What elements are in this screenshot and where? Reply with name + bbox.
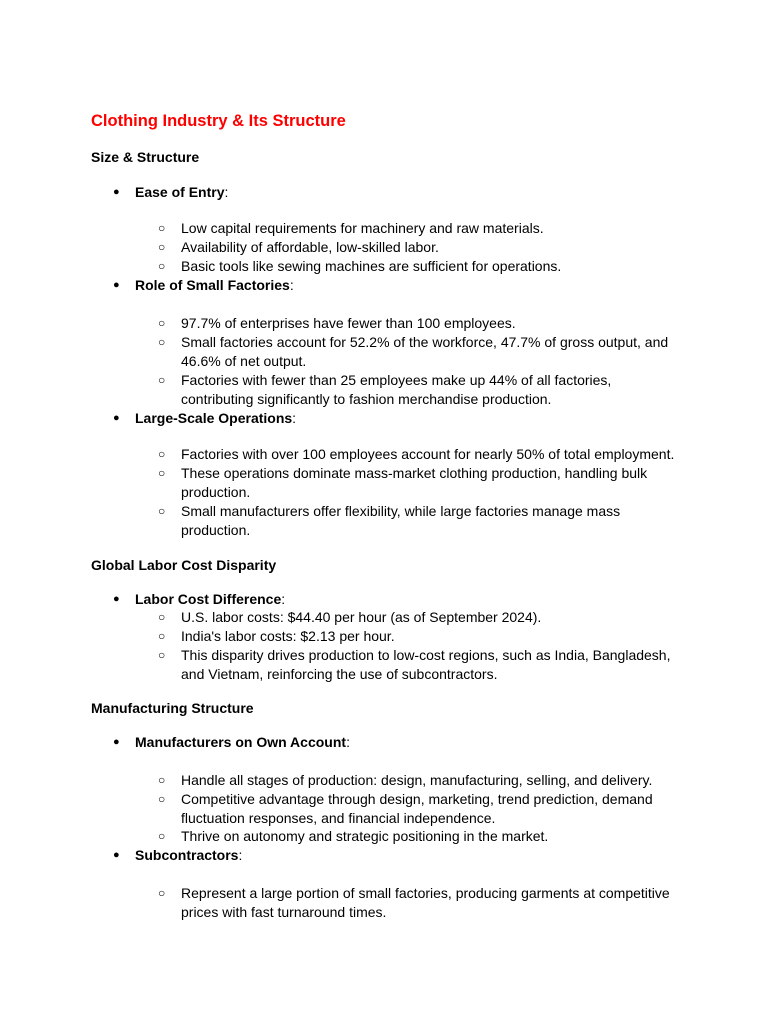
section-heading-manufacturing-structure: Manufacturing Structure <box>91 700 254 716</box>
list-item: ○ 97.7% of enterprises have fewer than 100 employees. <box>158 315 516 331</box>
list-item: ○ Availability of affordable, low-skilled labor. <box>158 239 439 255</box>
sub-bullet-marker: ○ <box>158 316 166 330</box>
section-heading-global-labor-cost: Global Labor Cost Disparity <box>91 557 277 573</box>
sub-bullet-marker: ○ <box>158 373 166 387</box>
bullet-label: Role of Small Factories <box>135 277 290 293</box>
sub-bullet-marker: ○ <box>158 886 166 900</box>
document-title: Clothing Industry & Its Structure <box>91 112 346 130</box>
sub-bullet-marker: ○ <box>158 648 166 662</box>
list-item: ○ Competitive advantage through design, marketing, trend prediction, demand fluctuation responses, and financial independence. <box>158 791 653 826</box>
sub-bullet-marker: ○ <box>158 447 166 461</box>
sub-bullet-marker: ○ <box>158 629 166 643</box>
list-item: ○ Small manufacturers offer flexibility, while large factories manage mass production. <box>158 503 621 538</box>
list-item: ○ Small factories account for 52.2% of the workforce, 47.7% of gross output, and 46.6% of net output. <box>158 334 669 369</box>
bullet-marker: ● <box>113 736 120 748</box>
bullet-marker: ● <box>113 186 120 198</box>
bullet-marker: ● <box>113 412 120 424</box>
sub-bullet-marker: ○ <box>158 773 166 787</box>
bullet-label: Large-Scale Operations <box>135 410 293 426</box>
sub-bullet-marker: ○ <box>158 259 166 273</box>
sub-bullet-marker: ○ <box>158 221 166 235</box>
bullet-marker: ● <box>113 279 120 291</box>
list-item: ○ Thrive on autonomy and strategic positioning in the market. <box>158 828 549 844</box>
bullet-label: Ease of Entry <box>135 184 225 200</box>
sub-bullet-marker: ○ <box>158 792 166 806</box>
list-item: ○ U.S. labor costs: $44.40 per hour (as of September 2024). <box>158 609 542 625</box>
sub-bullet-marker: ○ <box>158 610 166 624</box>
bullet-marker: ● <box>113 593 120 605</box>
list-item: ○ These operations dominate mass-market clothing production, handling bulk production. <box>158 465 648 500</box>
document-page: Clothing Industry & Its Structure Size & Structure ● Ease of Entry: ○ Low capital requirements for machinery and raw materials. ○ Availability of affordable, low-skilled labor. ○ Basic tools like sewing machines are sufficient for operations. ● Role of Small Factories: ○ 97.7% of enterprises have fewer than 100 employees. ○ Small factories account for 52.2% of the workforce, 47.7% of gross output, and 46.6% of net output. ○ Factories with fewer than 25 employees make up 44% of all factories, contributing significantly to fashion merchandise production. ● Large-Scale Operations: ○ Factories with over 100 employees account for nearly 50% of total employment. ○ These operations dominate mass-market clothing production, handling bulk production. ○ Small manufacturers offer flexibility, while large factories manage mass production. Global Labor Cost Disparity ● Labor Cost Difference: ○ U.S. labor costs: $44.40 per hour (as of September 2024). ○ India's labor costs: $2.13 per hour. ○ This disparity drives production to low-cost regions, such as India, Bangladesh, and Vietnam, reinforcing the use of subcontractors. Manufacturing Structure ● Manufacturers on Own Account: ○ Handle all stages of production: design, manufacturing, selling, and delivery. ○ Competitive advantage through design, marketing, trend prediction, demand fluctuation responses, and financial independence. ○ Thrive on autonomy and strategic positioning in the market. ● Subcontractors: ○ Represent a large portion of small factories, producing garments at competitive prices with fast turnaround times. <box>0 0 768 1024</box>
list-item: ○ Factories with over 100 employees account for nearly 50% of total employment. <box>158 446 675 462</box>
sub-bullet-marker: ○ <box>158 829 166 843</box>
list-item: ○ India's labor costs: $2.13 per hour. <box>158 628 395 644</box>
list-item: ○ Low capital requirements for machinery and raw materials. <box>158 220 544 236</box>
sub-bullet-marker: ○ <box>158 335 166 349</box>
bullet-label: Subcontractors <box>135 847 239 863</box>
bullet-label: Labor Cost Difference <box>135 591 282 607</box>
sub-bullet-marker: ○ <box>158 504 166 518</box>
list-item: ○ This disparity drives production to low-cost regions, such as India, Bangladesh, and Vietnam, reinforcing the use of subcontractors. <box>158 647 671 682</box>
bullet-label: Manufacturers on Own Account <box>135 734 347 750</box>
list-item: ○ Factories with fewer than 25 employees make up 44% of all factories, contributing significantly to fashion merchandise production. <box>158 372 612 407</box>
list-item: ○ Represent a large portion of small factories, producing garments at competitive prices with fast turnaround times. <box>158 885 670 920</box>
list-item: ○ Handle all stages of production: design, manufacturing, selling, and delivery. <box>158 772 653 788</box>
section-heading-size-structure: Size & Structure <box>91 149 200 165</box>
list-item: ○ Basic tools like sewing machines are sufficient for operations. <box>158 258 562 274</box>
bullet-marker: ● <box>113 849 120 861</box>
sub-bullet-marker: ○ <box>158 240 166 254</box>
sub-bullet-marker: ○ <box>158 466 166 480</box>
